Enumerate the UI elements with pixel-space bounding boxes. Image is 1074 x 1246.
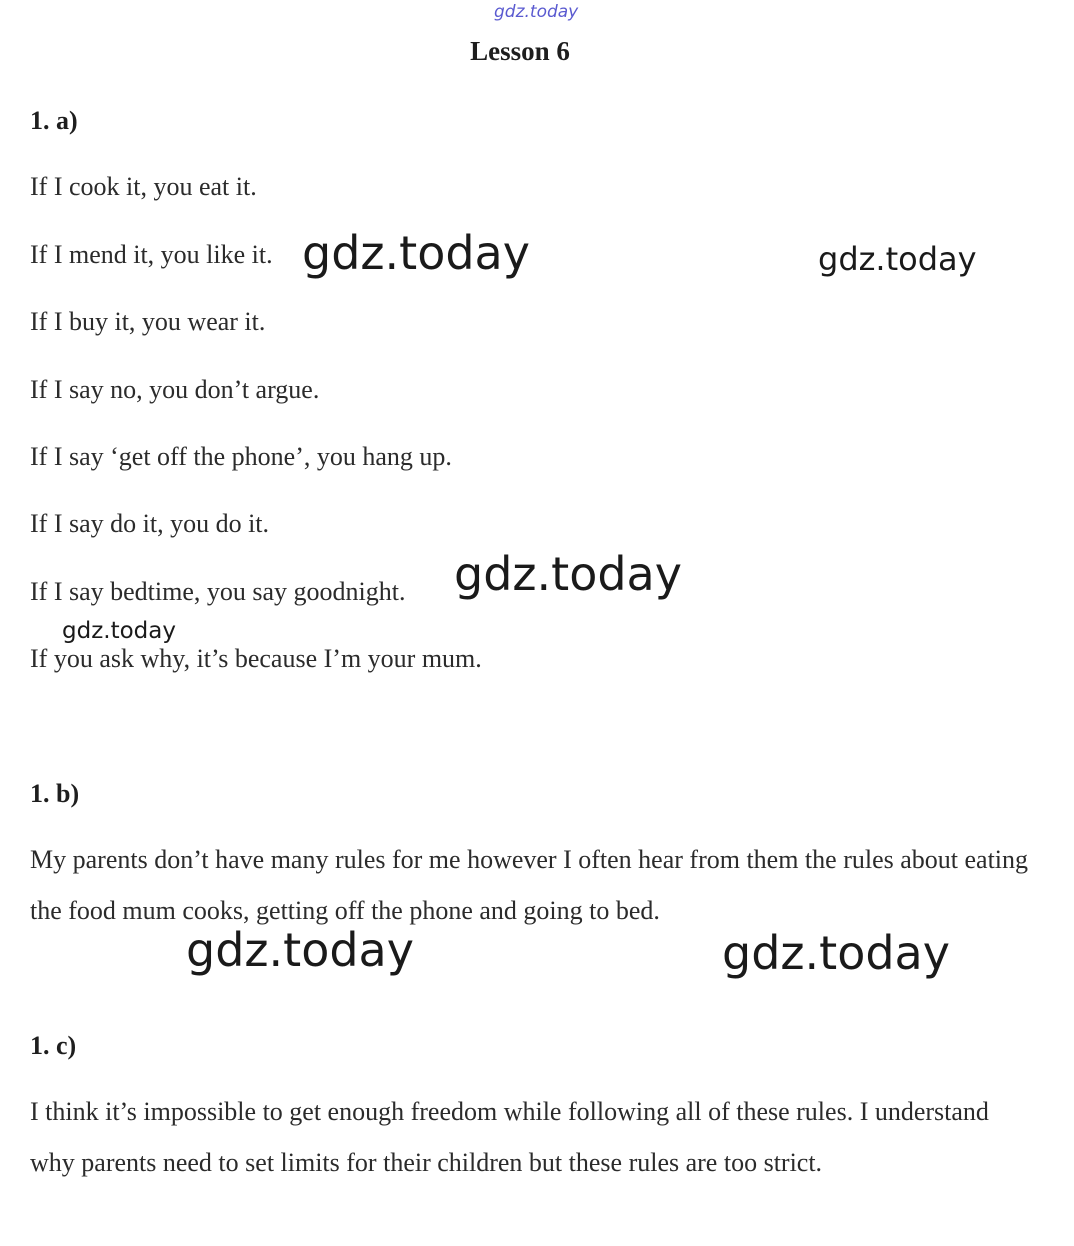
poem-line-7: If I say bedtime, you say goodnight. <box>30 577 406 606</box>
watermark-1: gdz.today <box>302 226 530 280</box>
section-c-paragraph: I think it’s impossible to get enough freedom while following all of these rules. I understand why parents need to set limits for their children but these rules are too strict. <box>30 1097 989 1177</box>
page-title: Lesson 6 <box>470 36 570 66</box>
section-b-paragraph: My parents don’t have many rules for me however I often hear from them the rules about eating the food mum cooks, getting off the phone and going to bed. <box>30 845 1029 925</box>
poem-line-4: If I say no, you don’t argue. <box>30 375 320 404</box>
poem-line-5: If I say ‘get off the phone’, you hang up. <box>30 442 452 471</box>
poem-line-6: If I say do it, you do it. <box>30 509 270 538</box>
watermark-5: gdz.today <box>186 923 414 977</box>
watermark-3: gdz.today <box>454 547 682 601</box>
poem-line-1: If I cook it, you eat it. <box>30 172 257 201</box>
section-a-heading: 1. a) <box>30 106 78 135</box>
watermark-top: gdz.today <box>494 2 579 22</box>
poem-line-8: If you ask why, it’s because I’m your mum. <box>30 644 482 673</box>
poem-line-3: If I buy it, you wear it. <box>30 307 266 336</box>
poem-line-2: If I mend it, you like it. <box>30 240 273 269</box>
section-b-heading: 1. b) <box>30 779 80 808</box>
watermark-4: gdz.today <box>62 618 176 644</box>
section-c-heading: 1. c) <box>30 1031 77 1060</box>
watermark-6: gdz.today <box>722 926 950 980</box>
watermark-2: gdz.today <box>818 240 977 278</box>
